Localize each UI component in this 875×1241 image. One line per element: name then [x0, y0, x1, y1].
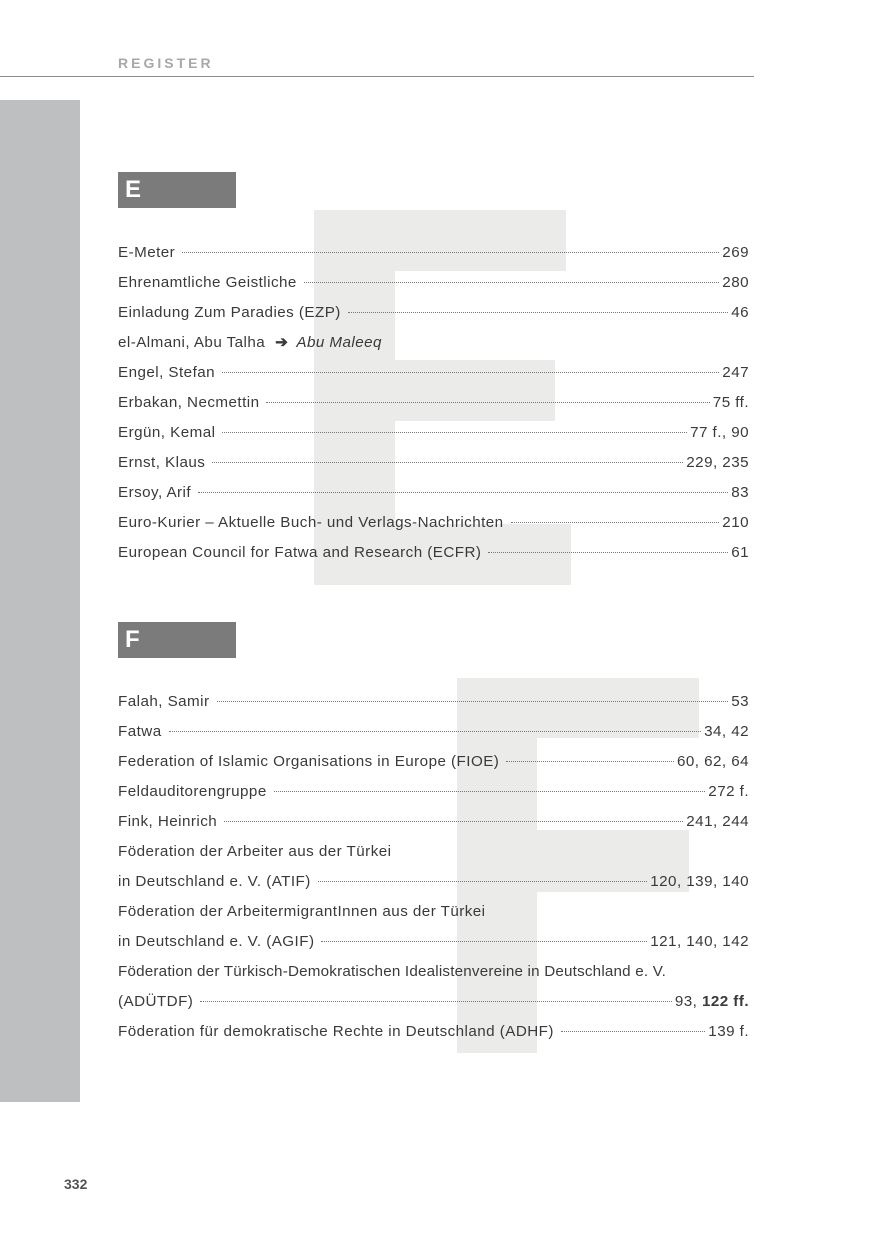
page-number: 332 [64, 1176, 88, 1192]
index-entry [118, 689, 749, 719]
section-letter-e: E [118, 172, 236, 208]
entry-term: Federation of Islamic Organisations in Europe (FIOE) [118, 753, 500, 770]
dot-leader [182, 252, 719, 253]
header-rule [0, 76, 754, 77]
entry-term: Föderation der Arbeiter aus der Türkei [118, 843, 392, 860]
entry-term: Fatwa [118, 723, 162, 740]
running-head: REGISTER [118, 55, 214, 71]
entry-pages: 229, 235 [686, 454, 749, 471]
entry-pages: 269 [722, 244, 749, 261]
index-entry [118, 1019, 749, 1049]
index-entry-line2 [118, 869, 749, 899]
entry-term: Erbakan, Necmettin [118, 394, 260, 411]
index-entry [118, 540, 749, 570]
entry-pages: 53 [731, 693, 749, 710]
entry-pages: 61 [731, 544, 749, 561]
dot-leader [222, 372, 719, 373]
entry-term: Ernst, Klaus [118, 454, 206, 471]
arrow-right-icon: ➔ [275, 334, 289, 351]
section-e-entries [118, 240, 749, 570]
entry-pages: 121, 140, 142 [650, 933, 749, 950]
index-entry [118, 300, 749, 330]
entry-pages: 77 f., 90 [690, 424, 749, 441]
index-entry [118, 390, 749, 420]
index-entry [118, 749, 749, 779]
entry-term: in Deutschland e. V. (ATIF) [118, 873, 311, 890]
entry-pages: 120, 139, 140 [650, 873, 749, 890]
entry-term: Ergün, Kemal [118, 424, 216, 441]
entry-pages: 34, 42 [704, 723, 749, 740]
entry-pages [675, 992, 749, 1012]
section-letter-f: F [118, 622, 236, 658]
entry-pages: 247 [722, 364, 749, 381]
entry-pages: 272 f. [708, 783, 749, 800]
entry-pages: 60, 62, 64 [676, 753, 749, 770]
index-entry [118, 240, 749, 270]
dot-leader [169, 731, 701, 732]
cross-reference: Abu Maleeq [296, 334, 382, 351]
dot-leader [561, 1031, 705, 1032]
dot-leader [506, 761, 674, 762]
entry-term: European Council for Fatwa and Research (ECFR) [118, 544, 482, 561]
index-entry-line1 [118, 959, 749, 989]
dot-leader [348, 312, 728, 313]
entry-term: Falah, Samir [118, 693, 210, 710]
entry-pages: 241, 244 [686, 813, 749, 830]
entry-pages: 46 [731, 304, 749, 321]
index-entry-line2 [118, 989, 749, 1019]
dot-leader [198, 492, 728, 493]
dot-leader [511, 522, 720, 523]
section-f-entries [118, 689, 749, 1049]
entry-term: Ersoy, Arif [118, 484, 192, 501]
entry-term: Föderation für demokratische Rechte in Deutschland (ADHF) [118, 1023, 554, 1040]
dot-leader [217, 701, 729, 702]
entry-pages-regular: 93, [674, 993, 698, 1010]
entry-term: Feldauditorengruppe [118, 783, 267, 800]
entry-pages: 280 [722, 274, 749, 291]
index-entry [118, 480, 749, 510]
entry-term: Ehrenamtliche Geistliche [118, 274, 297, 291]
dot-leader [321, 941, 647, 942]
entry-term: el-Almani, Abu Talha [118, 334, 266, 351]
entry-term: Föderation der Türkisch-Demokratischen Idealistenvereine in Deutschland e. V. [118, 963, 667, 980]
entry-term: in Deutschland e. V. (AGIF) [118, 933, 315, 950]
index-entry [118, 270, 749, 300]
index-entry [118, 420, 749, 450]
dot-leader [212, 462, 683, 463]
dot-leader [222, 432, 687, 433]
entry-term: (ADÜTDF) [118, 993, 194, 1010]
index-entry [118, 360, 749, 390]
index-entry-line2 [118, 929, 749, 959]
index-entry [118, 779, 749, 809]
index-entry-line1 [118, 899, 749, 929]
entry-pages: 210 [722, 514, 749, 531]
entry-pages: 139 f. [708, 1023, 749, 1040]
index-entry [118, 809, 749, 839]
index-entry [118, 450, 749, 480]
dot-leader [304, 282, 720, 283]
entry-term: E-Meter [118, 244, 176, 261]
index-entry-cross-reference [118, 330, 749, 360]
entry-term: Engel, Stefan [118, 364, 216, 381]
side-band [0, 100, 80, 1102]
entry-term: Föderation der ArbeitermigrantInnen aus der Türkei [118, 903, 486, 920]
dot-leader [224, 821, 683, 822]
index-entry-line1 [118, 839, 749, 869]
entry-pages: 75 ff. [712, 394, 749, 411]
dot-leader [200, 1001, 672, 1002]
dot-leader [266, 402, 709, 403]
dot-leader [318, 881, 647, 882]
index-entry [118, 510, 749, 540]
entry-pages-bold: 122 ff. [701, 993, 749, 1010]
entry-term: Einladung Zum Paradies (EZP) [118, 304, 341, 321]
entry-pages: 83 [731, 484, 749, 501]
dot-leader [488, 552, 728, 553]
entry-term: Euro-Kurier – Aktuelle Buch- und Verlags-Nachrichten [118, 514, 504, 531]
dot-leader [274, 791, 706, 792]
index-entry [118, 719, 749, 749]
entry-term: Fink, Heinrich [118, 813, 218, 830]
